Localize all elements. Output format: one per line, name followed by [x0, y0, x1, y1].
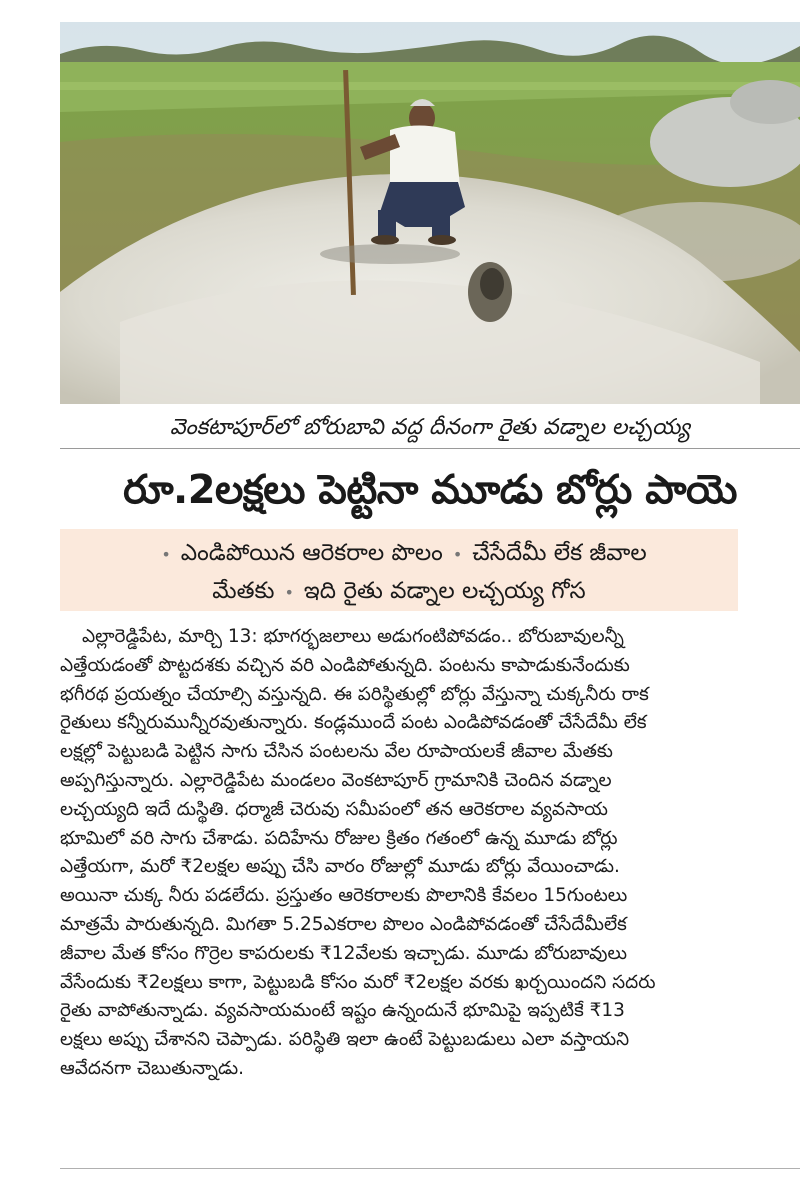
article-headline: రూ.2లక్షలు పెట్టినా మూడు బోర్లు పాయె: [123, 467, 737, 513]
body-line: అయినా చుక్క నీరు పడలేదు. ప్రస్తుతం ఆరెకరాలకు పొలానికి కేవలం 15గుంటలు: [60, 885, 628, 907]
bottom-divider: [60, 1168, 800, 1169]
bullet-icon: •: [161, 545, 171, 564]
article-body: [60, 623, 750, 1153]
article-subhead: [60, 529, 738, 611]
body-line: లక్షలు అప్పు చేశానని చెప్పాడు. పరిస్థితి ఇలా ఉంటే పెట్టుబడులు ఎలా వస్తాయని: [60, 1029, 630, 1051]
bullet-icon: •: [284, 583, 294, 602]
body-line: జీవాల మేత కోసం గొర్రెల కాపరులకు ₹12వేలకు ఇచ్చాడు. మూడు బోరుబావులు: [60, 942, 628, 964]
body-line: ఎల్లారెడ్డిపేట, మార్చి 13: భూగర్భజలాలు అడుగంటిపోవడం.. బోరుబావులన్నీ: [82, 626, 624, 647]
subhead-line-1: [60, 535, 738, 573]
body-line: ఎత్తేయగా, మరో ₹2లక్షల అప్పు చేసి వారం రోజుల్లో మూడు బోర్లు వేయించాడు.: [60, 856, 620, 878]
body-line: ఎత్తేయడంతో పొట్టదశకు వచ్చిన వరి ఎండిపోతున్నది. పంటను కాపాడుకునేందుకు: [60, 654, 630, 676]
body-line: లచ్చయ్యది ఇదే దుస్థితి. ధర్మాజీ చెరువు సమీపంలో తన ఆరెకరాల వ్యవసాయ: [60, 798, 608, 820]
body-line: మాత్రమే పారుతున్నది. మిగతా 5.25ఎకరాల పొలం ఎండిపోవడంతో చేసేదేమీలేక: [60, 913, 627, 935]
body-line: లక్షల్లో పెట్టుబడి పెట్టిన సాగు చేసిన పంటలను వేల రూపాయలకే జీవాల మేతకు: [60, 741, 613, 763]
farmer-photo-icon: [60, 22, 800, 404]
news-photo: [60, 22, 800, 404]
body-line: భగీరథ ప్రయత్నం చేయాల్సి వస్తున్నది. ఈ పరిస్థితుల్లో బోర్లు వేస్తున్నా చుక్కనీరు రాక: [60, 683, 649, 705]
body-line: ఆవేదనగా చెబుతున్నాడు.: [60, 1057, 244, 1079]
bullet-icon: •: [452, 545, 463, 564]
subhead-point-2a: చేసేదేమీ లేక జీవాల: [472, 540, 647, 566]
subhead-line-2: [60, 573, 738, 611]
body-line: వేసేందుకు ₹2లక్షలు కాగా, పెట్టుబడి కోసం మరో ₹2లక్షల వరకు ఖర్చయిందని సదరు: [60, 971, 656, 993]
body-line: భూమిలో వరి సాగు చేశాడు. పదిహేను రోజుల క్రితం గతంలో ఉన్న మూడు బోర్లు: [60, 827, 618, 849]
subhead-point-1: ఎండిపోయిన ఆరెకరాల పొలం: [180, 540, 443, 566]
body-line: అప్పగిస్తున్నారు. ఎల్లారెడ్డిపేట మండలం వెంకటాపూర్ గ్రామానికి చెందిన వడ్నాల: [60, 769, 612, 791]
subhead-point-2b: మేతకు: [212, 578, 275, 604]
body-line: రైతు వాపోతున్నాడు. వ్యవసాయమంటే ఇష్టం ఉన్నందునే భూమిపై ఇప్పటికే ₹13: [60, 1000, 625, 1022]
subhead-point-3: ఇది రైతు వడ్నాల లచ్చయ్య గోస: [303, 578, 586, 604]
photo-caption: వెంకటాపూర్‌లో బోరుబావి వద్ద దీనంగా రైతు వడ్నాల లచ్చయ్య: [60, 408, 800, 449]
body-line: రైతులు కన్నీరుమున్నీరవుతున్నారు. కండ్లముందే పంట ఎండిపోవడంతో చేసేదేమీ లేక: [60, 712, 647, 734]
